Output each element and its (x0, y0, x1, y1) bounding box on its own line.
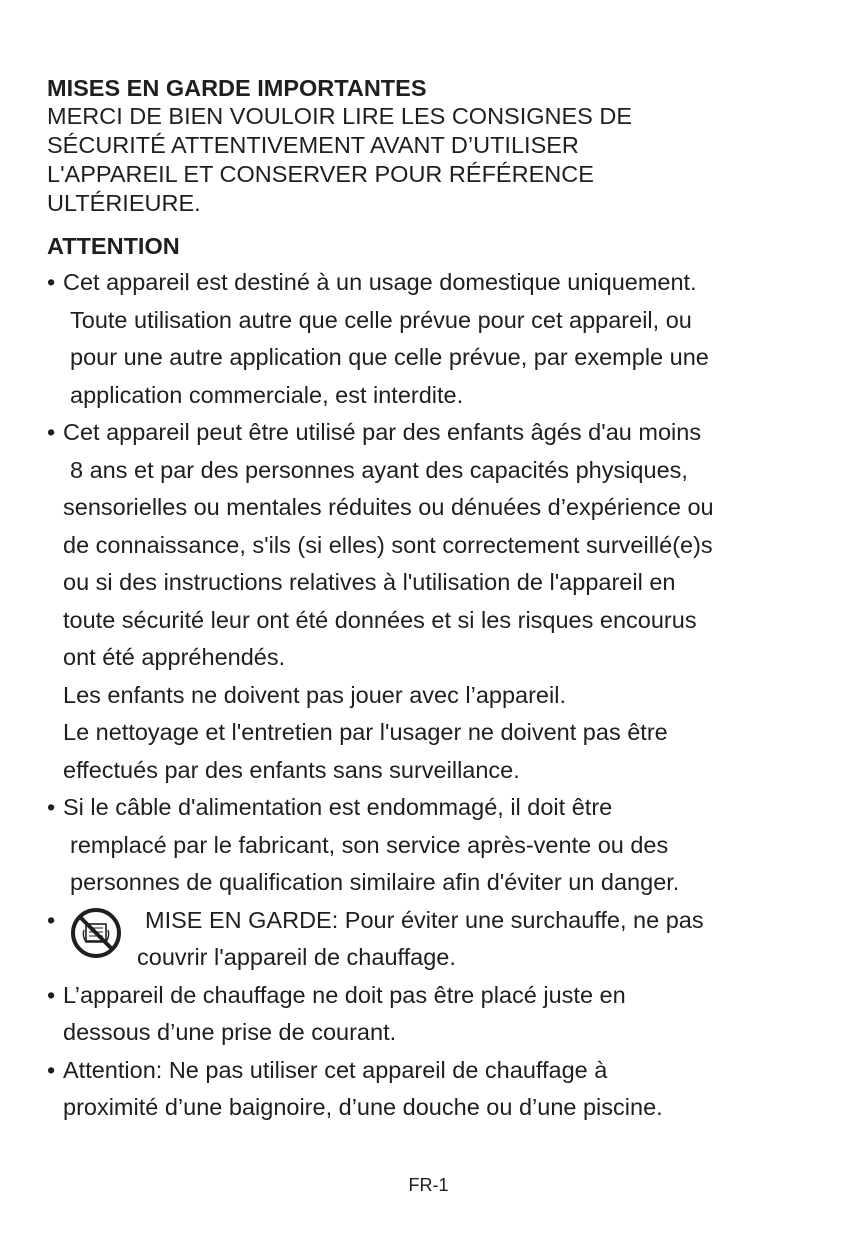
document-page (47, 74, 837, 1127)
item-line: sensorielles ou mentales réduites ou dénuées d’expérience ou (63, 494, 714, 520)
bullet: • (47, 981, 56, 1008)
bullet: • (47, 794, 56, 820)
bullet: • (47, 269, 56, 295)
item-line: ont été appréhendés. (63, 644, 286, 670)
do-not-cover-icon (69, 906, 123, 960)
item-line: toute sécurité leur ont été données et si les risques encourus (63, 606, 697, 633)
item-line: Le nettoyage et l'entretien par l'usager ne doivent pas être (63, 719, 668, 745)
bullet: • (47, 419, 56, 445)
item-line: proximité d’une baignoire, d’une douche ou d’une piscine. (63, 1094, 663, 1120)
item-line: Cet appareil est destiné à un usage domestique uniquement. (63, 269, 697, 295)
item-line: L’appareil de chauffage ne doit pas être placé juste en (63, 981, 626, 1008)
item-line: MISE EN GARDE: Pour éviter une surchauffe, ne pas (145, 906, 704, 933)
document-title: MISES EN GARDE IMPORTANTES (47, 75, 427, 101)
item-line: dessous d’une prise de courant. (63, 1019, 397, 1045)
warning-item-children (47, 414, 837, 789)
item-line: ou si des instructions relatives à l'utilisation de l'appareil en (63, 569, 676, 595)
item-line: Cet appareil peut être utilisé par des enfants âgés d'au moins (63, 419, 702, 445)
intro-paragraph (47, 102, 837, 218)
warning-item-domestic-use (47, 264, 837, 414)
item-line: personnes de qualification similaire afin d'éviter un danger. (70, 869, 680, 895)
item-line: application commerciale, est interdite. (70, 381, 464, 408)
page-number: FR-1 (408, 1175, 449, 1195)
intro-line: L'APPAREIL ET CONSERVER POUR RÉFÉRENCE (47, 161, 594, 187)
item-line: Toute utilisation autre que celle prévue pour cet appareil, ou (70, 306, 692, 333)
section-title: ATTENTION (47, 233, 180, 259)
item-line: Si le câble d'alimentation est endommagé, il doit être (63, 794, 613, 820)
item-line: Les enfants ne doivent pas jouer avec l’appareil. (63, 681, 566, 708)
intro-line: ULTÉRIEURE. (47, 190, 201, 216)
warning-item-water-proximity (47, 1052, 837, 1127)
item-line: effectués par des enfants sans surveillance. (63, 756, 520, 783)
item-line: Attention: Ne pas utiliser cet appareil de chauffage à (63, 1056, 608, 1083)
warning-item-power-outlet (47, 977, 837, 1052)
warning-item-do-not-cover (47, 902, 837, 977)
item-line: de connaissance, s'ils (si elles) sont correctement surveillé(e)s (63, 531, 713, 558)
warning-item-power-cable (47, 789, 837, 902)
item-line: couvrir l'appareil de chauffage. (137, 944, 456, 970)
intro-line: MERCI DE BIEN VOULOIR LIRE LES CONSIGNES DE (47, 103, 633, 129)
bullet: • (47, 906, 56, 933)
item-line: remplacé par le fabricant, son service après-vente ou des (70, 831, 669, 858)
intro-line: SÉCURITÉ ATTENTIVEMENT AVANT D’UTILISER (47, 132, 579, 158)
item-line: pour une autre application que celle prévue, par exemple une (70, 344, 709, 370)
bullet: • (47, 1056, 56, 1083)
item-line: 8 ans et par des personnes ayant des capacités physiques, (70, 456, 688, 483)
